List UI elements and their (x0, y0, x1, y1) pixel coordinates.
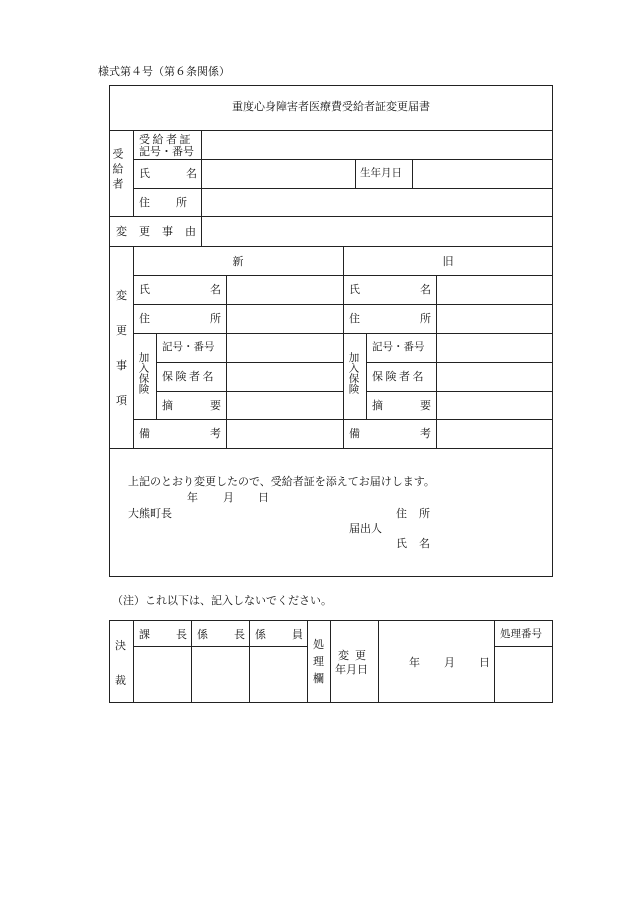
birthdate-label: 生年月日 (360, 167, 402, 179)
new-insurance-label: 加入保険 (137, 352, 150, 394)
changes-label-1: 変 (116, 289, 127, 302)
date-year: 年 (187, 491, 198, 504)
cert-label-line1: 受給者証 (139, 133, 193, 146)
declaration-statement: 上記のとおり変更したので、受給者証を添えてお届けします。 (128, 475, 435, 488)
new-summary-label: 摘 要 (162, 399, 221, 412)
form-number-label: 様式第４号（第６条関係） (98, 65, 230, 78)
recipient-address-label: 住 所 (139, 196, 187, 209)
old-column-header: 旧 (442, 255, 454, 268)
old-insurance-label: 加入保険 (347, 352, 360, 394)
changes-label-2: 更 (116, 324, 127, 337)
changes-label-3: 事 (116, 359, 127, 372)
recipient-section-label: 受給者 (111, 148, 124, 193)
changes-label-4: 項 (116, 394, 127, 407)
new-name-label: 氏 名 (139, 283, 221, 296)
processing-label-2: 理 (313, 655, 324, 668)
change-reason-label: 変 更 事 由 (116, 225, 196, 238)
office-year: 年 (409, 656, 420, 669)
staff-label: 係 員 (255, 628, 303, 641)
new-address-label: 住 所 (139, 312, 221, 325)
form-title: 重度心身障害者医療費受給者証変更届書 (232, 100, 430, 113)
old-insurer-label: 保険者名 (372, 370, 426, 383)
processing-label-1: 処 (313, 638, 324, 651)
processing-label-3: 欄 (313, 672, 324, 685)
new-insurer-label: 保険者名 (162, 370, 216, 383)
date-month: 月 (223, 491, 234, 504)
decision-label-2: 裁 (115, 674, 126, 687)
applicant-label: 届出人 (349, 522, 382, 535)
recipient-name-label: 氏 名 (139, 167, 197, 180)
change-date-label-line1: 変更 (338, 649, 372, 662)
new-ins-number-label: 記号・番号 (162, 341, 215, 353)
addressee: 大熊町長 (128, 507, 172, 520)
chief-label: 課 長 (139, 628, 187, 641)
applicant-address-label: 住 所 (396, 507, 430, 520)
old-address-label: 住 所 (349, 312, 431, 325)
office-use-note: （注）これ以下は、記入しないでください。 (112, 594, 332, 607)
old-ins-number-label: 記号・番号 (372, 341, 425, 353)
new-remarks-label: 備 考 (139, 427, 221, 440)
applicant-name-label: 氏 名 (396, 537, 430, 550)
new-column-header: 新 (232, 255, 244, 268)
office-month: 月 (444, 656, 455, 669)
cert-label-line2: 記号・番号 (139, 145, 194, 158)
processing-number-label: 処理番号 (500, 628, 542, 640)
office-day: 日 (479, 656, 490, 669)
date-day: 日 (258, 491, 269, 504)
old-remarks-label: 備 考 (349, 427, 431, 440)
old-name-label: 氏 名 (349, 283, 431, 296)
change-date-label-line2: 年月日 (335, 663, 368, 676)
old-summary-label: 摘 要 (372, 399, 431, 412)
decision-label-1: 決 (115, 639, 126, 652)
subchief-label: 係 長 (197, 628, 245, 641)
